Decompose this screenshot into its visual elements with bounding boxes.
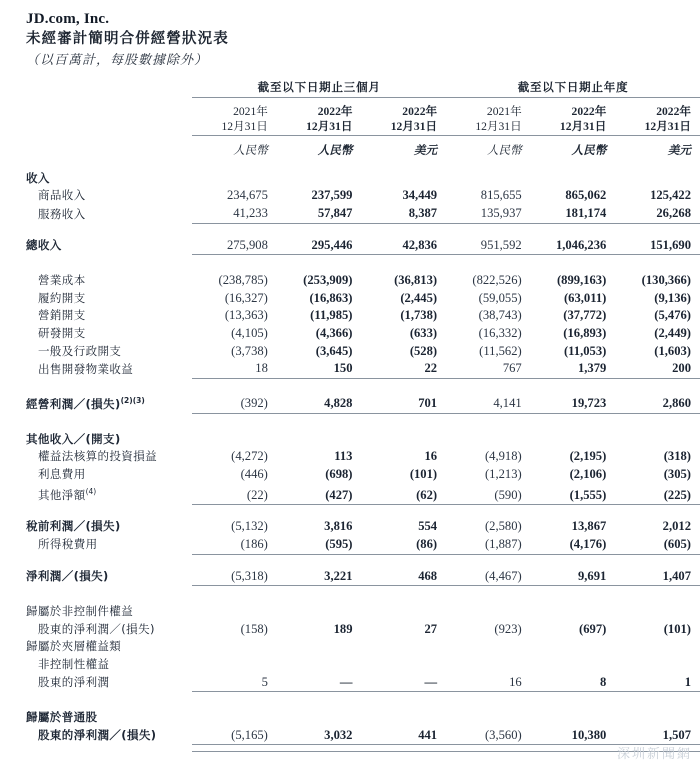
cell: (16,332)	[478, 325, 522, 340]
cell: 27	[424, 621, 438, 636]
col-currency-2: 人民幣	[317, 142, 353, 157]
cell: 200	[672, 361, 691, 376]
table-row	[0, 272, 700, 290]
row-label-fulfillment: 履約開支	[38, 290, 86, 305]
cell: 237,599	[311, 188, 353, 203]
cell: 701	[418, 396, 438, 411]
cell: (595)	[325, 536, 353, 551]
cell: (923)	[494, 621, 522, 636]
cell: 18	[255, 361, 268, 376]
column-currency-row	[0, 142, 700, 159]
cell: 57,847	[317, 206, 353, 220]
cell: (3,645)	[315, 343, 353, 358]
table-row	[0, 674, 700, 692]
cell: 554	[418, 519, 438, 534]
spacer	[0, 511, 700, 518]
spacer	[0, 592, 700, 603]
cell: 3,221	[324, 568, 353, 583]
cell: 1,379	[577, 361, 607, 376]
cell: (101)	[409, 466, 438, 481]
cell: 865,062	[565, 188, 607, 203]
watermark: 深圳新聞網	[616, 747, 692, 762]
cell: 234,675	[226, 188, 268, 203]
cell: (36,813)	[394, 273, 438, 288]
cell: 151,690	[650, 237, 691, 252]
cell: (16,327)	[224, 290, 268, 305]
unit-note: （以百萬計，每股數據除外）	[26, 53, 209, 68]
cell: (528)	[409, 343, 438, 358]
cell: 26,268	[656, 206, 691, 220]
mezzanine-heading-2: 非控制性權益	[38, 656, 110, 671]
cell: (186)	[240, 536, 268, 551]
col-currency-5: 人民幣	[571, 142, 607, 157]
cell: (1,555)	[569, 487, 607, 502]
cell: (1,738)	[400, 308, 438, 323]
cell: (2,195)	[569, 449, 607, 464]
col-year-6: 2022年	[656, 105, 691, 118]
cell: (899,163)	[556, 273, 607, 288]
cell: (9,136)	[654, 290, 691, 305]
row-label-general-admin: 一般及行政開支	[38, 343, 122, 358]
row-label-net-income: 淨利潤／(損失)	[26, 569, 109, 584]
table-row	[0, 727, 700, 745]
row-label-service-revenue: 服務收入	[38, 206, 86, 221]
table-row	[0, 187, 700, 205]
column-date-row	[0, 119, 700, 135]
cell: (4,105)	[231, 325, 268, 340]
col-currency-3: 美元	[413, 142, 438, 157]
spacer	[0, 230, 700, 237]
cell: 41,233	[233, 206, 268, 220]
group-header-three-months: 截至以下日期止三個月	[257, 80, 381, 94]
cell: (16,863)	[309, 290, 353, 305]
cell: 951,592	[480, 237, 522, 252]
row-label-marketing: 營銷開支	[38, 308, 86, 323]
cell: (11,985)	[310, 308, 353, 323]
table-row	[0, 343, 700, 361]
cell: (5,318)	[231, 568, 268, 583]
spacer	[0, 385, 700, 392]
cell: (590)	[494, 487, 522, 502]
cell: (697)	[579, 621, 607, 636]
footnote-marker: (2)(3)	[120, 395, 145, 405]
cell: 815,655	[480, 188, 522, 203]
cell: 125,422	[650, 188, 691, 203]
cell: (3,560)	[484, 727, 522, 742]
cell: 5	[261, 674, 268, 689]
col-date-6: 12月31日	[644, 120, 691, 134]
row-label-others-net: 其他淨額$^{(4)}$	[38, 487, 97, 503]
cell: 295,446	[311, 237, 353, 252]
cell: 1	[684, 674, 691, 689]
col-year-5: 2022年	[571, 105, 607, 118]
cell: 9,691	[577, 568, 607, 583]
table-row	[0, 170, 700, 188]
cell: (605)	[663, 536, 691, 551]
cell: (4,176)	[569, 536, 607, 551]
cell: 4,141	[493, 396, 522, 411]
col-date-5: 12月31日	[559, 120, 607, 134]
col-date-2: 12月31日	[306, 120, 353, 134]
footnote-marker: (4)	[85, 487, 97, 497]
financial-statement-table	[0, 79, 700, 752]
table-row	[0, 205, 700, 223]
cell: (1,213)	[484, 466, 522, 481]
cell: (4,272)	[231, 449, 268, 464]
cell: 8	[600, 674, 607, 689]
cell: (2,106)	[569, 466, 607, 481]
cell: 3,816	[324, 519, 353, 534]
cell: 3,032	[324, 727, 353, 742]
cell: (253,909)	[303, 273, 353, 288]
cell: (392)	[240, 396, 268, 411]
row-label-equity-investment: 權益法核算的投資損益	[38, 449, 157, 464]
cell: (3,738)	[231, 343, 268, 358]
cell: (446)	[240, 466, 268, 481]
cell: 1,046,236	[555, 237, 607, 252]
cell: (4,366)	[315, 325, 353, 340]
cell: 42,836	[402, 237, 438, 252]
cell: (318)	[663, 449, 691, 464]
cell: 2,860	[662, 396, 691, 411]
cell: (11,053)	[563, 343, 607, 358]
cell: (698)	[325, 466, 353, 481]
row-label-mezzanine-net-income: 股東的淨利潤	[38, 675, 110, 690]
other-income-heading: 其他收入／(開支)	[26, 431, 121, 446]
mezzanine-heading-1: 歸屬於夾層權益類	[26, 639, 122, 654]
cell: 275,908	[226, 237, 268, 252]
table-row	[0, 621, 700, 639]
cell: (225)	[663, 487, 691, 502]
table-row	[0, 431, 700, 449]
cell: (38,743)	[478, 308, 522, 323]
row-label-operating-income: 經營利潤／(損失)$^{(2)(3)}$	[26, 395, 145, 411]
cell: 10,380	[571, 727, 607, 742]
cell: (238,785)	[218, 273, 268, 288]
table-row	[0, 290, 700, 308]
spacer	[0, 261, 700, 272]
table-row	[0, 536, 700, 554]
table-row	[0, 392, 700, 413]
cell: 113	[334, 449, 353, 464]
row-label-property-gain: 出售開發物業收益	[38, 361, 134, 376]
cell: (86)	[416, 536, 438, 551]
cell: (2,445)	[400, 290, 438, 305]
cell: 135,937	[480, 206, 522, 220]
cell: —	[424, 674, 438, 689]
cell: —	[339, 674, 353, 689]
revenue-heading: 收入	[26, 170, 50, 185]
cell: 22	[424, 361, 438, 376]
company-name: JD.com, Inc.	[26, 11, 110, 27]
cell: 4,828	[324, 396, 353, 411]
cell: (427)	[325, 487, 353, 502]
cell: 1,507	[662, 727, 691, 742]
table-row	[0, 709, 700, 727]
cell: (13,363)	[224, 308, 268, 323]
page-header	[0, 0, 700, 71]
cell: (158)	[240, 621, 268, 636]
cell: (130,366)	[641, 273, 691, 288]
cell: 16	[509, 674, 522, 689]
cell: (22)	[246, 487, 268, 502]
spacer	[0, 698, 700, 709]
group-header-year: 截至以下日期止年度	[517, 80, 629, 94]
grand-total-rule-row	[0, 745, 700, 752]
row-label-pretax-income: 稅前利潤／(損失)	[26, 519, 121, 534]
table-row	[0, 568, 700, 586]
cell: (16,893)	[563, 325, 607, 340]
col-currency-4: 人民幣	[486, 142, 522, 157]
table-row	[0, 360, 700, 378]
col-year-1: 2021年	[233, 105, 268, 118]
spacer	[0, 159, 700, 170]
cell: 468	[418, 568, 438, 583]
col-date-3: 12月31日	[390, 120, 438, 134]
table-row	[0, 518, 700, 536]
cell: (5,165)	[231, 727, 268, 742]
cell: (5,476)	[654, 308, 691, 323]
row-label-cost-of-revenues: 營業成本	[38, 273, 86, 288]
table-row	[0, 325, 700, 343]
row-label-interest-expense: 利息費用	[38, 466, 86, 481]
cell: (2,580)	[484, 519, 522, 534]
table-row	[0, 638, 700, 656]
spacer	[0, 561, 700, 568]
table-row	[0, 656, 700, 674]
cell: (4,467)	[484, 568, 522, 583]
row-label-nci-net-income: 股東的淨利潤／(損失)	[38, 621, 155, 636]
col-year-2: 2022年	[317, 105, 353, 118]
cell: (1,603)	[654, 343, 691, 358]
cell: (5,132)	[231, 519, 268, 534]
cell: (633)	[409, 325, 438, 340]
table-row	[0, 466, 700, 484]
row-label-ordinary-net-income: 股東的淨利潤／(損失)	[38, 728, 157, 743]
cell: 34,449	[402, 188, 438, 203]
cell: (63,011)	[563, 290, 607, 305]
cell: 1,407	[662, 568, 691, 583]
cell: (11,562)	[479, 343, 522, 358]
column-year-row	[0, 104, 700, 119]
cell: 189	[333, 621, 353, 636]
table-row	[0, 237, 700, 255]
table-row	[0, 603, 700, 621]
cell: 150	[333, 361, 353, 376]
cell: (37,772)	[563, 308, 607, 323]
cell: (4,918)	[484, 449, 522, 464]
col-date-1: 12月31日	[221, 120, 268, 134]
cell: 8,387	[408, 206, 438, 220]
ordinary-heading: 歸屬於普通股	[26, 710, 98, 725]
cell: 181,174	[565, 206, 607, 220]
cell: 441	[418, 727, 438, 742]
cell: (62)	[416, 487, 438, 502]
cell: 2,012	[662, 519, 691, 534]
cell: 16	[424, 449, 438, 464]
row-label-income-tax: 所得稅費用	[38, 537, 98, 552]
cell: 13,867	[571, 519, 607, 534]
table-row	[0, 448, 700, 466]
cell: 19,723	[571, 396, 607, 411]
col-currency-6: 美元	[667, 142, 691, 157]
cell: 767	[502, 361, 522, 376]
col-year-4: 2021年	[486, 105, 522, 118]
statement-title: 未經審計簡明合併經營狀況表	[26, 31, 229, 47]
col-date-4: 12月31日	[475, 120, 522, 134]
cell: (305)	[663, 466, 691, 481]
cell: (2,449)	[654, 325, 691, 340]
row-label-total-revenue: 總收入	[26, 238, 62, 253]
cell: (1,887)	[484, 536, 522, 551]
table-row	[0, 307, 700, 325]
row-label-goods-revenue: 商品收入	[38, 188, 86, 203]
nci-heading: 歸屬於非控制件權益	[26, 604, 134, 619]
group-header-row	[0, 79, 700, 98]
col-currency-1: 人民幣	[233, 142, 268, 157]
cell: (59,055)	[478, 290, 522, 305]
row-label-research-dev: 研發開支	[38, 325, 86, 340]
cell: (101)	[663, 621, 691, 636]
spacer	[0, 420, 700, 431]
table-row	[0, 483, 700, 504]
cell: (822,526)	[472, 273, 522, 288]
col-year-3: 2022年	[402, 105, 438, 118]
